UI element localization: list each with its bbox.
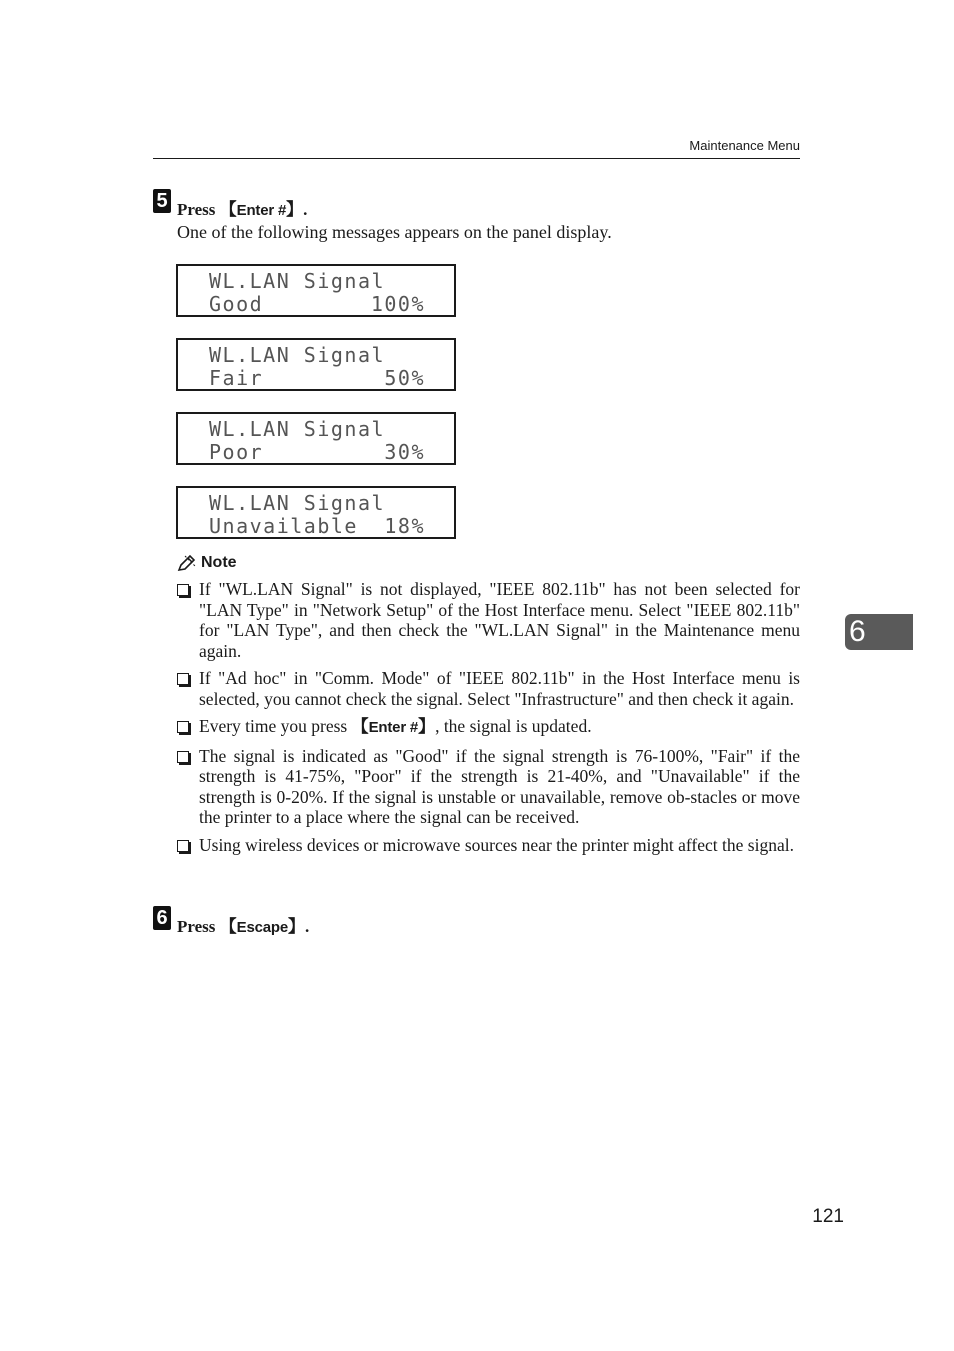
display-line-2 [209, 441, 425, 463]
note-item-prefix: Every time you press [199, 716, 352, 736]
signal-status: Unavailable [209, 514, 358, 538]
panel-display-poor [176, 412, 456, 465]
display-line-2 [209, 293, 425, 315]
step-6-suffix: . [305, 917, 310, 936]
note-item [177, 668, 800, 709]
note-item [177, 716, 800, 739]
chapter-number: 6 [849, 615, 866, 648]
escape-key-label: Escape [236, 919, 288, 936]
note-list [177, 579, 800, 862]
key-bracket-close: 】 [288, 917, 305, 937]
signal-percent: 100% [370, 292, 425, 316]
display-line-2 [209, 367, 425, 389]
display-line-2 [209, 515, 425, 537]
running-header: Maintenance Menu [689, 138, 800, 153]
signal-percent: 50% [384, 366, 425, 390]
note-item [177, 835, 800, 856]
signal-status: Poor [209, 440, 264, 464]
step-number-6: 6 [153, 906, 171, 930]
checkbox-bullet-icon [177, 721, 189, 733]
display-line-1: WL.LAN Signal [209, 491, 386, 515]
checkbox-bullet-icon [177, 751, 189, 763]
key-bracket-close: 】 [286, 200, 304, 220]
key-bracket-open: 【 [219, 917, 237, 937]
step-6-prefix: Press [177, 917, 220, 936]
note-item [177, 746, 800, 828]
page-number: 121 [812, 1206, 844, 1227]
note-heading [177, 554, 237, 572]
enter-key-label: Enter # [368, 719, 419, 736]
step-5-suffix: . [303, 200, 308, 219]
chapter-tab [845, 614, 913, 650]
step-5-intro: One of the following messages appears on the panel display. [177, 222, 612, 242]
signal-status: Fair [209, 366, 264, 390]
note-item [177, 579, 800, 661]
note-item-text: If "Ad hoc" in "Comm. Mode" of "IEEE 802.11b" in the Host Interface menu is selected, you cannot check the signal. Select "Infrastructure" and then check it again. [199, 668, 800, 709]
checkbox-bullet-icon [177, 584, 189, 596]
note-item-suffix: , the signal is updated. [435, 716, 592, 736]
signal-status: Good [209, 292, 264, 316]
signal-percent: 30% [384, 440, 425, 464]
display-line-1: WL.LAN Signal [209, 417, 386, 441]
step-5-instruction [177, 195, 307, 220]
checkbox-bullet-icon [177, 840, 189, 852]
step-5-prefix: Press [177, 200, 220, 219]
panel-display-unavailable [176, 486, 456, 539]
note-item-text: If "WL.LAN Signal" is not displayed, "IEEE 802.11b" has not been selected for "LAN Type" in "Network Setup" of the Host Interface menu. Select "IEEE 802.11b" for "LAN Type", and then check the "WL.LAN Signal" in the Maintenance menu again. [199, 579, 800, 661]
display-line-1: WL.LAN Signal [209, 269, 386, 293]
note-title: Note [201, 554, 237, 571]
checkbox-bullet-icon [177, 673, 189, 685]
key-bracket-close: 】 [418, 717, 436, 737]
note-item-text: The signal is indicated as "Good" if the signal strength is 76-100%, "Fair" if the strength is 41-75%, "Poor" if the strength is 21-40%, and "Unavailable" if the strength is 0-20%. If the signal is unstable or unavailable, remove ob-stacles or move the printer to a place where the signal can be received. [199, 745, 800, 827]
pencil-icon [177, 554, 197, 572]
enter-key-label: Enter # [236, 202, 287, 219]
step-6-instruction [177, 912, 309, 937]
signal-percent: 18% [384, 514, 425, 538]
panel-display-good [176, 264, 456, 317]
note-item-text: Using wireless devices or microwave sources near the printer might affect the signal. [199, 834, 794, 855]
key-bracket-open: 【 [219, 200, 237, 220]
key-bracket-open: 【 [351, 717, 369, 737]
header-rule [153, 158, 800, 159]
panel-display-fair [176, 338, 456, 391]
display-line-1: WL.LAN Signal [209, 343, 386, 367]
step-number-5: 5 [153, 189, 171, 213]
